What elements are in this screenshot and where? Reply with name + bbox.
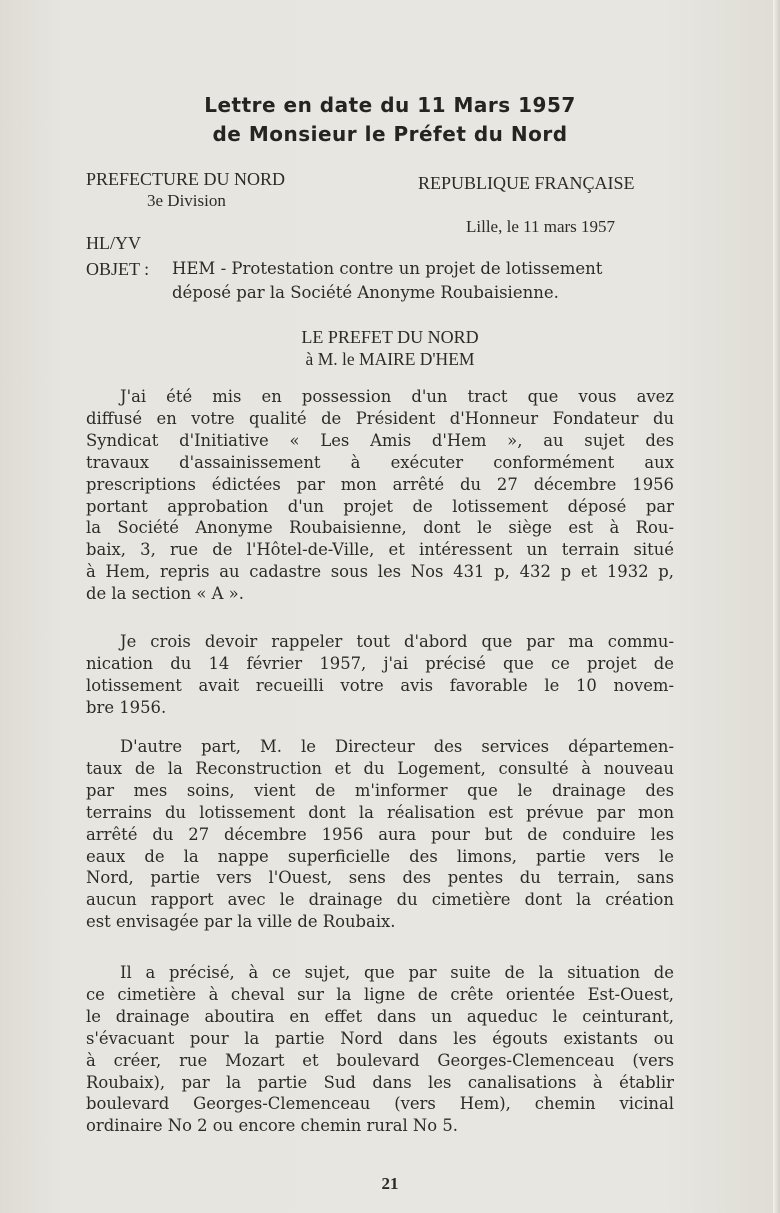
text-line: lotissement avait recueilli votre avis favorable le 10 novem- — [86, 675, 674, 695]
text-line: nication du 14 février 1957, j'ai précisé que ce projet de — [86, 653, 674, 673]
text-line: J'ai été mis en possession d'un tract que vous avez — [120, 387, 674, 406]
paragraph-2 — [86, 631, 674, 719]
reference-code: HL/YV — [86, 233, 141, 253]
text-line: terrains du lotissement dont la réalisation est prévue par mon — [86, 802, 674, 822]
paragraph-3 — [86, 736, 674, 933]
prefecture-name: PREFECTURE DU NORD — [86, 169, 286, 189]
object-label: OBJET : — [86, 259, 150, 279]
text-line: ce cimetière à cheval sur la ligne de crête orientée Est-Ouest, — [86, 984, 674, 1004]
text-line: à Hem, repris au cadastre sous les Nos 431 p, 432 p et 1932 p, — [86, 562, 674, 582]
republique-label: REPUBLIQUE FRANÇAISE — [418, 173, 635, 193]
text-line: le drainage aboutira en effet dans un aqueduc le ceinturant, — [86, 1006, 674, 1026]
text-line: aucun rapport avec le drainage du cimetière dont la création — [86, 890, 674, 910]
object-line-1: HEM - Protestation contre un projet de lotissement — [172, 259, 603, 278]
text-line: eaux de la nappe superficielle des limons, partie vers le — [86, 846, 674, 866]
text-line: baix, 3, rue de l'Hôtel-de-Ville, et intéressent un terrain situé — [86, 540, 674, 560]
text-line: à créer, rue Mozart et boulevard Georges-Clemenceau (vers — [86, 1050, 674, 1070]
text-line: D'autre part, M. le Directeur des services départemen- — [120, 737, 674, 756]
place-date: Lille, le 11 mars 1957 — [466, 217, 616, 236]
paragraph-4 — [86, 962, 674, 1137]
object-line-2: déposé par la Société Anonyme Roubaisienne. — [172, 283, 559, 302]
text-line: Roubaix), par la partie Sud dans les canalisations à établir — [86, 1072, 674, 1092]
text-line: diffusé en votre qualité de Président d'Honneur Fondateur du — [86, 408, 674, 428]
text-line: Nord, partie vers l'Ouest, sens des pentes du terrain, sans — [86, 868, 674, 888]
text-line: Syndicat d'Initiative « Les Amis d'Hem », au sujet des — [86, 430, 674, 450]
title-line-1: Lettre en date du 11 Mars 1957 — [204, 93, 576, 117]
text-line: de la section « A ». — [86, 584, 244, 604]
text-line: s'évacuant pour la partie Nord dans les égouts existants ou — [86, 1028, 674, 1048]
division-label: 3e Division — [147, 191, 226, 210]
text-line: arrêté du 27 décembre 1956 aura pour but de conduire les — [86, 824, 674, 844]
text-line: par mes soins, vient de m'informer que le drainage des — [86, 780, 674, 800]
page-number: 21 — [381, 1174, 399, 1193]
text-line: est envisagée par la ville de Roubaix. — [86, 912, 396, 932]
text-line: boulevard Georges-Clemenceau (vers Hem), chemin vicinal — [86, 1094, 674, 1114]
text-line: Je crois devoir rappeler tout d'abord que par ma commu- — [120, 632, 674, 651]
page-edge — [773, 0, 780, 1213]
text-line: prescriptions édictées par mon arrêté du 27 décembre 1956 — [86, 474, 674, 494]
text-line: taux de la Reconstruction et du Logement, consulté à nouveau — [86, 758, 674, 778]
text-line: portant approbation d'un projet de lotissement déposé par — [86, 496, 674, 516]
text-line: travaux d'assainissement à exécuter conformément aux — [86, 452, 674, 472]
text-line: la Société Anonyme Roubaisienne, dont le siège est à Rou- — [86, 518, 674, 538]
text-line: Il a précisé, à ce sujet, que par suite de la situation de — [120, 963, 674, 982]
title-line-2: de Monsieur le Préfet du Nord — [212, 122, 568, 146]
salutation-line-1: LE PREFET DU NORD — [301, 327, 479, 347]
salutation-line-2: à M. le MAIRE D'HEM — [305, 349, 475, 369]
paragraph-1 — [86, 386, 674, 605]
text-line: bre 1956. — [86, 697, 167, 717]
text-line: ordinaire No 2 ou encore chemin rural No 5. — [86, 1116, 458, 1136]
